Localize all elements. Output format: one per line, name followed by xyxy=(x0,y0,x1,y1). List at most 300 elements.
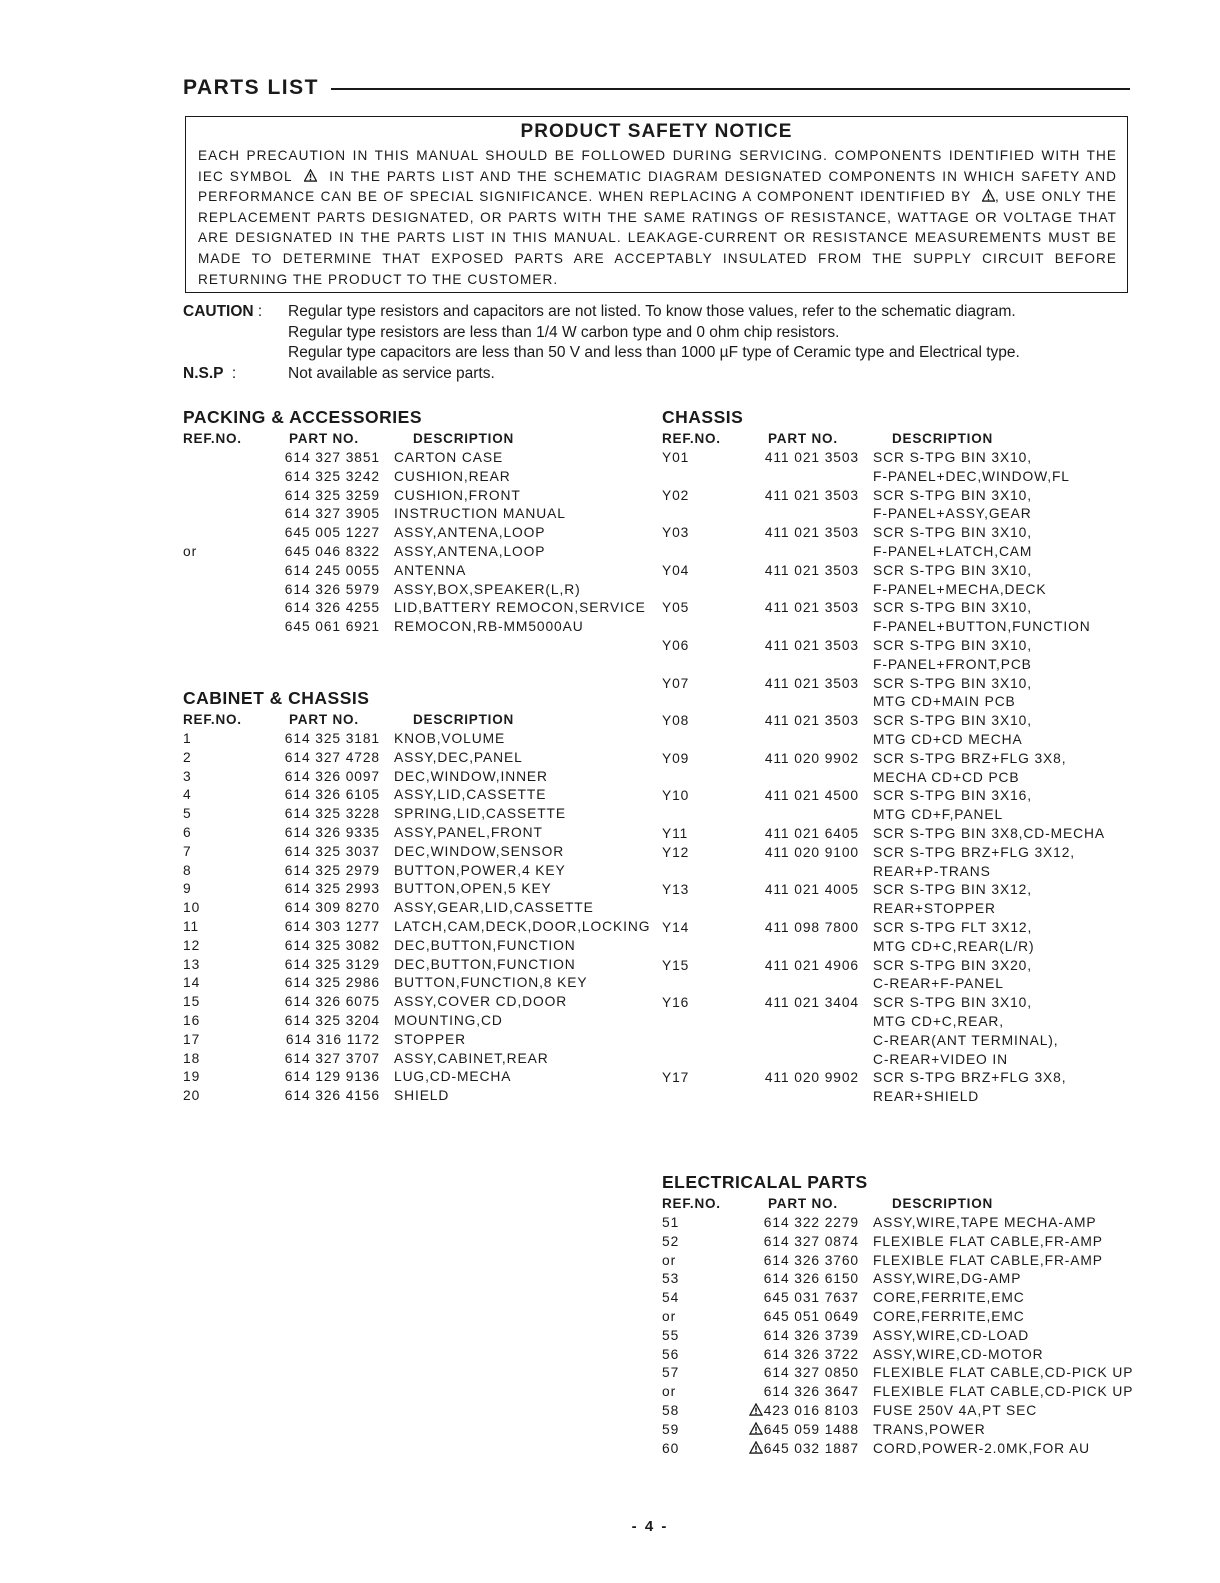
part-no-text: 411 098 7800 xyxy=(764,919,859,935)
column-headers xyxy=(183,431,653,450)
description: SCR S-TPG BIN 3X10, xyxy=(873,487,1032,503)
ref-no: Y15 xyxy=(662,957,690,973)
part-no xyxy=(662,1309,859,1324)
header-part: PART NO. xyxy=(289,712,359,727)
part-no-text: 614 325 2986 xyxy=(284,975,380,991)
description: SCR S-TPG BRZ+FLG 3X8, xyxy=(873,1070,1067,1086)
table-row xyxy=(662,1215,1132,1234)
table-row xyxy=(183,750,653,769)
table-row xyxy=(183,731,653,750)
description: ASSY,GEAR,LID,CASSETTE xyxy=(394,900,594,916)
description: ANTENNA xyxy=(394,562,467,578)
description: SCR S-TPG BIN 3X10, xyxy=(873,525,1032,541)
part-no-text: 614 325 3228 xyxy=(284,806,380,822)
part-no-text: 411 021 3503 xyxy=(764,562,859,578)
description: MTG CD+C,REAR(L/R) xyxy=(873,938,1035,954)
part-no xyxy=(662,845,859,860)
table-row xyxy=(183,957,653,976)
table-row xyxy=(183,1069,653,1088)
table-row xyxy=(662,845,1132,864)
ref-no: Y03 xyxy=(662,525,690,541)
part-no xyxy=(662,1347,859,1362)
part-no-text: 614 325 3181 xyxy=(284,731,380,746)
table-row xyxy=(662,676,1132,695)
ref-no: Y13 xyxy=(662,882,690,898)
description: F-PANEL+ASSY,GEAR xyxy=(873,506,1032,522)
cabinet-section xyxy=(183,688,653,1107)
description: ASSY,BOX,SPEAKER(L,R) xyxy=(394,581,581,597)
description: FLEXIBLE FLAT CABLE,FR-AMP xyxy=(873,1233,1103,1249)
part-no-text: 411 021 3404 xyxy=(764,995,859,1011)
description: SCR S-TPG BIN 3X10, xyxy=(873,637,1032,653)
description: F-PANEL+BUTTON,FUNCTION xyxy=(873,619,1091,635)
part-no xyxy=(662,1441,859,1456)
table-row xyxy=(662,995,1132,1014)
table-row xyxy=(662,469,1132,488)
description: ASSY,PANEL,FRONT xyxy=(394,824,543,840)
table-row xyxy=(662,694,1132,713)
table-row xyxy=(662,920,1132,939)
electrical-rows xyxy=(662,1215,1132,1459)
table-row xyxy=(662,619,1132,638)
ref-no: 14 xyxy=(183,975,201,991)
notice-body xyxy=(198,146,1117,290)
ref-no: 7 xyxy=(183,843,192,859)
description: ASSY,LID,CASSETTE xyxy=(394,787,547,803)
part-no-text: 614 316 1172 xyxy=(285,1031,380,1047)
part-no-text: 614 326 3722 xyxy=(763,1346,859,1362)
table-row xyxy=(662,1052,1132,1071)
description: DEC,WINDOW,INNER xyxy=(394,768,548,784)
part-no xyxy=(662,1422,859,1437)
part-no-text: 614 326 0097 xyxy=(284,768,380,784)
table-row xyxy=(662,1253,1132,1272)
description: C-REAR+VIDEO IN xyxy=(873,1051,1009,1067)
caution-line: Regular type resistors and capacitors are not listed. To know those values, refer to the schematic diagram. xyxy=(288,303,1016,320)
part-no-text: 411 021 3503 xyxy=(764,675,859,691)
section-title: PACKING & ACCESSORIES xyxy=(183,407,422,427)
part-no-text: 614 327 0850 xyxy=(763,1365,859,1381)
description: F-PANEL+LATCH,CAM xyxy=(873,543,1033,559)
ref-no: 55 xyxy=(662,1327,680,1343)
ref-no: Y05 xyxy=(662,600,690,616)
cabinet-rows xyxy=(183,731,653,1107)
part-no-text: 614 325 3204 xyxy=(284,1012,380,1028)
part-no-text: 645 051 0649 xyxy=(763,1308,859,1324)
description: ASSY,WIRE,TAPE MECHA-AMP xyxy=(873,1215,1097,1230)
ref-no: Y16 xyxy=(662,995,690,1011)
part-no xyxy=(662,1290,859,1305)
description: SCR S-TPG BIN 3X8,CD-MECHA xyxy=(873,825,1105,841)
table-row xyxy=(183,1013,653,1032)
ref-no: Y14 xyxy=(662,919,690,935)
part-no-text: 645 059 1488 xyxy=(763,1421,859,1437)
part-no xyxy=(183,731,380,746)
part-no xyxy=(662,1384,859,1399)
part-no xyxy=(662,826,859,841)
table-row xyxy=(183,563,653,582)
description: INSTRUCTION MANUAL xyxy=(394,506,566,522)
ref-no: Y06 xyxy=(662,637,690,653)
description: REAR+P-TRANS xyxy=(873,863,991,879)
part-no-text: 645 061 6921 xyxy=(284,619,380,635)
part-no xyxy=(662,488,859,503)
ref-no: 10 xyxy=(183,900,201,916)
table-row xyxy=(662,732,1132,751)
table-row xyxy=(662,1271,1132,1290)
table-row xyxy=(183,938,653,957)
part-no xyxy=(662,751,859,766)
title-rule xyxy=(331,88,1130,90)
part-no-text: 614 325 3259 xyxy=(284,487,380,503)
ref-no: Y11 xyxy=(662,825,689,841)
header-part: PART NO. xyxy=(289,431,359,446)
description: CORD,POWER-2.0MK,FOR AU xyxy=(873,1440,1090,1456)
header-ref: REF.NO. xyxy=(183,431,242,446)
chassis-rows xyxy=(662,450,1132,1108)
part-no-text: 614 245 0055 xyxy=(284,562,380,578)
part-no-text: 614 325 3082 xyxy=(284,937,380,953)
table-row xyxy=(183,450,653,469)
part-no-text: 645 005 1227 xyxy=(284,525,380,541)
notice-line: RETURNING THE PRODUCT TO THE CUSTOMER. xyxy=(198,271,559,287)
section-title: ELECTRICALAL PARTS xyxy=(662,1172,868,1192)
ref-no: Y09 xyxy=(662,750,690,766)
ref-no: 8 xyxy=(183,862,192,878)
description: F-PANEL+DEC,WINDOW,FL xyxy=(873,468,1070,484)
table-row xyxy=(183,787,653,806)
caution-colon: : xyxy=(257,303,263,320)
part-no-text: 614 322 2279 xyxy=(763,1215,859,1230)
part-no xyxy=(183,582,380,597)
ref-no: or xyxy=(183,543,198,559)
description: CORE,FERRITE,EMC xyxy=(873,1308,1025,1324)
part-no xyxy=(183,957,380,972)
part-no xyxy=(183,600,380,615)
table-row xyxy=(662,1070,1132,1089)
table-row xyxy=(662,450,1132,469)
description: REAR+SHIELD xyxy=(873,1089,980,1105)
table-row xyxy=(662,1347,1132,1366)
header-ref: REF.NO. xyxy=(662,1196,721,1211)
table-row xyxy=(183,544,653,563)
table-row xyxy=(662,713,1132,732)
section-title: CABINET & CHASSIS xyxy=(183,688,370,708)
part-no-text: 614 327 3905 xyxy=(284,506,380,522)
description: CORE,FERRITE,EMC xyxy=(873,1290,1025,1306)
part-no xyxy=(183,975,380,990)
ref-no: Y07 xyxy=(662,675,690,691)
table-row xyxy=(183,806,653,825)
warning-triangle-icon xyxy=(982,189,995,202)
part-no xyxy=(183,900,380,915)
ref-no: 54 xyxy=(662,1290,680,1306)
ref-no: 15 xyxy=(183,994,201,1010)
ref-no: 56 xyxy=(662,1346,680,1362)
part-no-text: 411 021 3503 xyxy=(764,525,859,541)
header-desc: DESCRIPTION xyxy=(413,712,515,727)
ref-no: 20 xyxy=(183,1088,201,1104)
part-no-text: 614 326 6150 xyxy=(763,1271,859,1287)
description: SCR S-TPG BRZ+FLG 3X8, xyxy=(873,750,1067,766)
description: DEC,BUTTON,FUNCTION xyxy=(394,937,576,953)
description: TRANS,POWER xyxy=(873,1421,986,1437)
part-no-text: 614 327 4728 xyxy=(284,749,380,765)
description: ASSY,DEC,PANEL xyxy=(394,749,523,765)
description: FUSE 250V 4A,PT SEC xyxy=(873,1402,1038,1418)
caution-label xyxy=(183,302,262,323)
header-part: PART NO. xyxy=(768,1196,838,1211)
header-desc: DESCRIPTION xyxy=(892,1196,994,1211)
part-no xyxy=(662,788,859,803)
table-row xyxy=(662,638,1132,657)
ref-no: 59 xyxy=(662,1421,680,1437)
notice-line-part: , USE ONLY THE xyxy=(995,189,1117,205)
table-row xyxy=(183,619,653,638)
part-no xyxy=(183,1069,380,1084)
ref-no: or xyxy=(662,1384,677,1400)
page-title: PARTS LIST xyxy=(183,76,319,99)
table-row xyxy=(662,1328,1132,1347)
description: STOPPER xyxy=(394,1031,466,1047)
header-ref: REF.NO. xyxy=(183,712,242,727)
part-no-text: 411 021 4005 xyxy=(764,882,859,898)
description: MTG CD+F,PANEL xyxy=(873,807,1004,823)
notice-line: ARE DESIGNATED IN THE PARTS LIST IN THIS MANUAL. LEAKAGE-CURRENT OR RESISTANCE MEASUREMENTS MUST BE xyxy=(198,230,1117,246)
part-no-text: 614 326 3760 xyxy=(763,1252,859,1268)
ref-no: Y12 xyxy=(662,844,690,860)
table-row xyxy=(183,506,653,525)
table-row xyxy=(662,770,1132,789)
description: MECHA CD+CD PCB xyxy=(873,769,1020,785)
part-no-text: 614 326 5979 xyxy=(284,581,380,597)
description: ASSY,WIRE,CD-MOTOR xyxy=(873,1346,1044,1362)
notice-line: EACH PRECAUTION IN THIS MANUAL SHOULD BE FOLLOWED DURING SERVICING. COMPONENTS IDENTIFIED WITH THE xyxy=(198,148,1117,163)
part-no-text: 614 325 3242 xyxy=(284,468,380,484)
part-no xyxy=(183,881,380,896)
ref-no: 52 xyxy=(662,1233,680,1249)
chassis-section xyxy=(662,407,1132,1108)
table-row xyxy=(183,1088,653,1107)
part-no xyxy=(662,1403,859,1418)
ref-no: 4 xyxy=(183,787,192,803)
caution-line: Regular type capacitors are less than 50 V and less than 1000 µF type of Ceramic type and Electrical type. xyxy=(288,344,1020,361)
part-no xyxy=(183,506,380,521)
table-row xyxy=(183,1051,653,1070)
part-no-text: 614 309 8270 xyxy=(284,900,380,916)
part-no xyxy=(183,1088,380,1103)
description: SCR S-TPG BIN 3X10, xyxy=(873,995,1032,1011)
table-row xyxy=(662,826,1132,845)
table-row xyxy=(662,807,1132,826)
column-headers xyxy=(662,1196,1132,1215)
description: SCR S-TPG BRZ+FLG 3X12, xyxy=(873,844,1076,860)
part-no-text: 411 021 4500 xyxy=(764,788,859,804)
part-no xyxy=(662,1271,859,1286)
part-no-text: 645 032 1887 xyxy=(763,1440,859,1456)
part-no-text: 411 020 9902 xyxy=(764,750,859,766)
notice-title: PRODUCT SAFETY NOTICE xyxy=(520,121,793,142)
ref-no: 9 xyxy=(183,881,192,897)
table-row xyxy=(662,525,1132,544)
table-row xyxy=(183,600,653,619)
ref-no: 13 xyxy=(183,956,201,972)
description: BUTTON,POWER,4 KEY xyxy=(394,862,566,878)
ref-no: 16 xyxy=(183,1012,201,1028)
part-no xyxy=(662,713,859,728)
part-no xyxy=(662,1253,859,1268)
part-no-text: 411 021 6405 xyxy=(764,825,859,841)
description: REMOCON,RB-MM5000AU xyxy=(394,619,584,635)
part-no xyxy=(662,1328,859,1343)
part-no-text: 614 325 3129 xyxy=(284,956,380,972)
part-no xyxy=(662,638,859,653)
part-no xyxy=(183,1032,380,1047)
part-no xyxy=(183,769,380,784)
part-no xyxy=(662,525,859,540)
part-no xyxy=(183,488,380,503)
caution-line: Regular type resistors are less than 1/4 W carbon type and 0 ohm chip resistors. xyxy=(288,323,840,341)
part-no xyxy=(183,938,380,953)
table-row xyxy=(662,1089,1132,1108)
part-no xyxy=(183,450,380,465)
part-no-text: 423 016 8103 xyxy=(763,1402,859,1418)
part-no-text: 645 031 7637 xyxy=(763,1290,859,1306)
part-no-text: 411 021 4906 xyxy=(764,957,859,973)
part-no-text: 614 129 9136 xyxy=(284,1069,380,1085)
description: LATCH,CAM,DECK,DOOR,LOCKING xyxy=(394,918,651,934)
notice-line xyxy=(198,167,1117,188)
part-no xyxy=(183,994,380,1009)
table-row xyxy=(183,769,653,788)
table-row xyxy=(662,1365,1132,1384)
part-no-text: 645 046 8322 xyxy=(284,543,380,559)
nsp-label xyxy=(183,364,236,385)
description: ASSY,COVER CD,DOOR xyxy=(394,994,568,1010)
part-no xyxy=(662,563,859,578)
part-no xyxy=(183,469,380,484)
part-no xyxy=(183,619,380,634)
notice-line: REPLACEMENT PARTS DESIGNATED, OR PARTS WITH THE SAME RATINGS OF RESISTANCE, WATTAGE OR VOLTAGE THAT xyxy=(198,209,1117,225)
part-no xyxy=(662,920,859,935)
part-no-text: 614 325 3037 xyxy=(284,843,380,859)
part-no xyxy=(662,1234,859,1249)
table-row xyxy=(662,1441,1132,1460)
notice-line xyxy=(198,187,1117,208)
part-no xyxy=(183,1051,380,1066)
description: ASSY,ANTENA,LOOP xyxy=(394,543,546,559)
part-no-text: 411 021 3503 xyxy=(764,487,859,503)
table-row xyxy=(662,976,1132,995)
part-no-text: 614 326 6105 xyxy=(284,787,380,803)
ref-no: 17 xyxy=(183,1031,201,1047)
table-row xyxy=(662,1403,1132,1422)
ref-no: Y10 xyxy=(662,788,690,804)
ref-no: 12 xyxy=(183,937,201,953)
table-row xyxy=(183,844,653,863)
description: SCR S-TPG BIN 3X16, xyxy=(873,788,1032,804)
part-no xyxy=(662,1215,859,1230)
part-no-text: 614 326 3739 xyxy=(763,1327,859,1343)
table-row xyxy=(662,1309,1132,1328)
header-desc: DESCRIPTION xyxy=(892,431,994,446)
table-row xyxy=(183,525,653,544)
table-row xyxy=(183,881,653,900)
description: SCR S-TPG BIN 3X10, xyxy=(873,713,1032,729)
table-row xyxy=(662,864,1132,883)
ref-no: or xyxy=(662,1308,677,1324)
part-no-text: 411 021 3503 xyxy=(764,450,859,465)
description: ASSY,ANTENA,LOOP xyxy=(394,525,546,541)
nsp-label-text: N.S.P xyxy=(183,364,224,382)
packing-rows xyxy=(183,450,653,638)
description: MTG CD+MAIN PCB xyxy=(873,694,1016,710)
part-no xyxy=(662,1365,859,1380)
part-no-text: 411 021 3503 xyxy=(764,600,859,616)
column-headers xyxy=(183,712,653,731)
notice-line-part: PERFORMANCE CAN BE OF SPECIAL SIGNIFICANCE. WHEN REPLACING A COMPONENT IDENTIFIED BY xyxy=(198,189,972,205)
table-row xyxy=(662,1384,1132,1403)
part-no xyxy=(183,1013,380,1028)
ref-no: Y01 xyxy=(662,450,690,465)
description: REAR+STOPPER xyxy=(873,901,996,917)
part-no xyxy=(662,676,859,691)
notice-line-part: IN THE PARTS LIST AND THE SCHEMATIC DIAGRAM DESIGNATED COMPONENTS IN WHICH SAFETY AND xyxy=(329,168,1117,184)
part-no-text: 614 326 4156 xyxy=(284,1088,380,1104)
part-no xyxy=(662,450,859,465)
notice-line: MADE TO DETERMINE THAT EXPOSED PARTS ARE ACCEPTABLY INSULATED FROM THE SUPPLY CIRCUIT BEFORE xyxy=(198,250,1117,266)
page-number: - 4 - xyxy=(631,1518,669,1535)
description: SCR S-TPG BIN 3X10, xyxy=(873,675,1032,691)
packing-section xyxy=(183,407,653,638)
warning-triangle-icon xyxy=(749,1441,763,1454)
table-row xyxy=(662,657,1132,676)
table-row xyxy=(662,600,1132,619)
part-no-text: 614 325 2993 xyxy=(284,881,380,897)
description: KNOB,VOLUME xyxy=(394,731,506,746)
ref-no: 5 xyxy=(183,806,192,822)
header-ref: REF.NO. xyxy=(662,431,721,446)
table-row xyxy=(183,975,653,994)
part-no xyxy=(183,825,380,840)
table-row xyxy=(662,788,1132,807)
part-no-text: 411 021 3503 xyxy=(764,637,859,653)
description: CUSHION,REAR xyxy=(394,468,511,484)
ref-no: 60 xyxy=(662,1440,680,1456)
description: F-PANEL+FRONT,PCB xyxy=(873,656,1032,672)
table-row xyxy=(183,994,653,1013)
part-no-text: 614 326 6075 xyxy=(284,994,380,1010)
ref-no: 2 xyxy=(183,749,192,765)
part-no xyxy=(183,563,380,578)
table-row xyxy=(183,469,653,488)
part-no xyxy=(183,919,380,934)
part-no-text: 614 327 3707 xyxy=(284,1050,380,1066)
description: ASSY,WIRE,DG-AMP xyxy=(873,1271,1022,1287)
header-part: PART NO. xyxy=(768,431,838,446)
description: DEC,BUTTON,FUNCTION xyxy=(394,956,576,972)
part-no xyxy=(662,995,859,1010)
description: FLEXIBLE FLAT CABLE,FR-AMP xyxy=(873,1252,1103,1268)
description: FLEXIBLE FLAT CABLE,CD-PICK UP xyxy=(873,1365,1134,1381)
description: SCR S-TPG FLT 3X12, xyxy=(873,919,1033,935)
table-row xyxy=(662,882,1132,901)
table-row xyxy=(662,939,1132,958)
part-no xyxy=(183,806,380,821)
ref-no: Y04 xyxy=(662,562,690,578)
part-no xyxy=(662,600,859,615)
product-safety-notice xyxy=(185,116,1128,293)
